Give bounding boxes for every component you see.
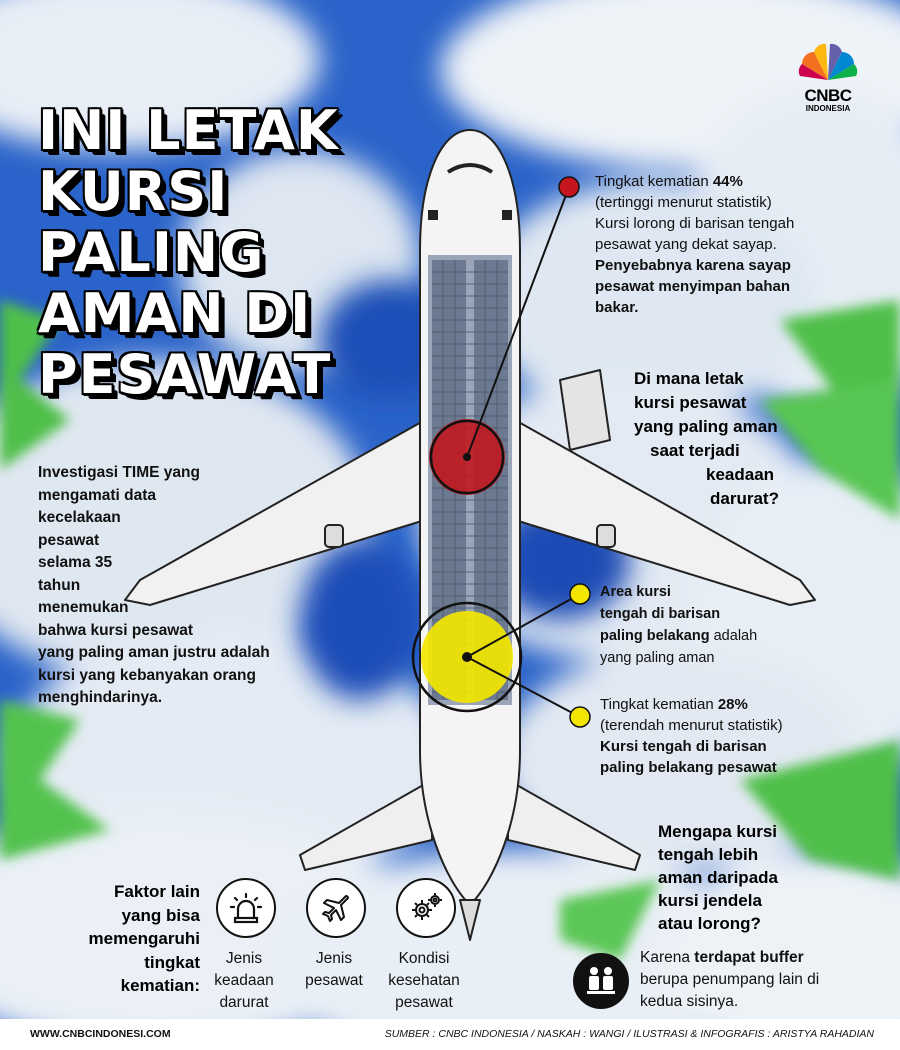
factor-label-condition: Kondisi kesehatan pesawat <box>388 950 460 1011</box>
question-middle-seat: Mengapa kursi tengah lebih aman daripada kursi jendela atau lorong? <box>658 822 778 933</box>
footer-credits: SUMBER : CNBC INDONESIA / NASKAH : WANGI / ILUSTRASI & INFOGRAFIS : ARISTYA RAHADIAN <box>384 1028 874 1040</box>
yellow-rate-value: 28% <box>717 696 748 713</box>
siren-icon <box>216 878 276 938</box>
title-line: INI LETAK <box>38 99 339 162</box>
factor-label-emergency: Jenis keadaan darurat <box>214 950 274 1011</box>
red-note: Tingkat kematian 44% (tertinggi menurut statistik) Kursi lorong di barisan tengah pesawat yang dekat sayap. Penyebabnya karena sayap pesawat menyimpan bahan bakar. <box>595 173 795 316</box>
question-safest-seat: Di mana letak kursi pesawat yang paling aman saat terjadi keadaan darurat? <box>634 369 779 508</box>
intro-line: menghindarinya. <box>38 689 163 706</box>
cnbc-logo <box>788 42 868 113</box>
yellow-rate-note: Tingkat kematian 28% (terendah menurut statistik) Kursi tengah di barisan paling belakang pesawat <box>600 696 783 776</box>
red-marker <box>559 177 579 197</box>
intro-line: yang paling aman justru adalah <box>38 644 270 661</box>
title-line: AMAN DI <box>38 282 312 345</box>
title-line: KURSI <box>38 160 229 223</box>
logo-subtitle: INDONESIA <box>805 104 851 113</box>
peacock-icon <box>796 42 860 82</box>
factor-label-aircraft: Jenis pesawat <box>305 950 363 989</box>
intro-line: bahwa kursi pesawat <box>38 621 194 639</box>
footer-website: WWW.CNBCINDONESI.COM <box>30 1028 171 1040</box>
intro-line: menemukan <box>38 599 129 616</box>
gears-icon <box>396 878 456 938</box>
airplane-icon <box>306 878 366 938</box>
intro-line: mengamati data <box>38 486 157 504</box>
intro-line: selama 35 <box>38 554 113 571</box>
logo-wordmark: CNBC <box>804 86 852 105</box>
passengers-icon <box>573 953 629 1009</box>
title-line: PALING <box>38 221 265 284</box>
page-title <box>38 100 398 405</box>
intro-line: Investigasi TIME yang <box>38 464 200 481</box>
answer-text: Karena terdapat buffer berupa penumpang lain di kedua sisinya. <box>640 949 820 1010</box>
title-line: PESAWAT <box>38 343 332 406</box>
red-rate-value: 44% <box>712 173 743 190</box>
intro-line: kursi yang kebanyakan orang <box>38 666 256 684</box>
yellow-marker-bottom <box>570 707 590 727</box>
intro-line: pesawat <box>38 531 100 549</box>
yellow-marker-top <box>570 584 590 604</box>
intro-line: kecelakaan <box>38 509 121 526</box>
factors-heading: Faktor lain yang bisa memengaruhi tingkat kematian: <box>88 882 200 995</box>
intro-paragraph <box>38 462 328 710</box>
intro-line: tahun <box>38 576 81 594</box>
yellow-area-note: Area kursi tengah di barisan paling belakang adalah yang paling aman <box>600 584 758 666</box>
